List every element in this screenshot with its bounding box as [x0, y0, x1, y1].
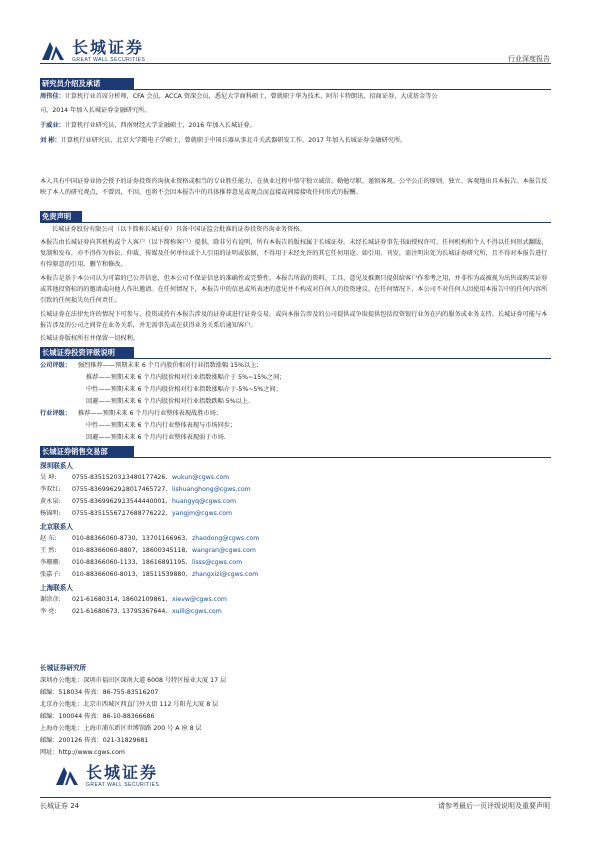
company-rating-neutral: 中性——预期未来 6 个月内股价相对行业指数涨幅介于-5%~5%之间； [86, 386, 282, 393]
contact-row: 王 然: 010-88366060-8807, 18600345118, wangran@cgws.com [40, 547, 256, 554]
contact-row: 李珊珊: 010-88366060-1133, 18616891195, lisss@cgws.com [40, 559, 243, 566]
section-divider [40, 358, 551, 359]
company-rating-avoid: 回避——预期未来 6 个月内股价相对行业指数跌幅 5%以上. [86, 398, 250, 405]
group-label-shenzhen: 深圳联系人 [40, 462, 73, 470]
institute-line: 邮编：100044 传真：86-10-88366686 [40, 713, 155, 720]
analyst-name: 刘 彬： [40, 137, 61, 144]
disclaimer-p3: 本报告是基于本公司认为可靠的已公开信息，但本公司不保证信息的准确性或完整性。本报告所载的资料、工具、意见及推测只提供给客户作参考之用，并非作为或被视为出售或购买证券或其他投资标的的邀请或向他人作出邀请。在任何情况下，本报告中的信息或所表述的意见并不构成对任何人的投资建议。在任何情况下，本公司不对任何人因使用本报告中的任何内容所引致的任何损失负任何责任。 [40, 275, 548, 304]
great-wall-logo-icon [54, 763, 80, 789]
group-label-beijing: 北京联系人 [40, 523, 73, 531]
disclaimer-p4: 长城证券在法律允许的情况下可参与、投资或持有本报告涉及的证券或进行证券交易，或向本报告涉及的公司提供或争取提供包括投资银行业务在内的服务或业务支持。长城证券可能与本报告涉及的公司之间存在业务关系，并无需事先或在获得业务关系后通知客户。 [40, 311, 548, 329]
analyst-commitment: 本人具有中国证券业协会授予的证券投资咨询执业资格或相当的专业胜任能力，在执业过程中恪守独立诚信、勤勉尽职、谨慎客观、公平公正的原则，独立、客观地出具本报告。本报告反映了本人的研究观点，不曾因，不因，也将不会因本报告中的具体推荐意见或观点而直接或间接接收任何形式的报酬。 [40, 178, 548, 196]
contacts-title: 长城证券销售交易部 [40, 446, 134, 457]
institute-title: 长城证券研究所 [40, 664, 87, 672]
institute-line: 上海办公地址：上海市浦东新区世博馆路 200 号 A 座 8 层 [40, 725, 202, 732]
company-rating-strong-buy: 强烈推荐——预期未来 6 个月内股价相对行业指数涨幅 15%以上； [78, 362, 263, 369]
disclaimer-p2: 本报告由长城证券向其机构或个人客户（以下简称客户）提供，除非另有说明，所有本报告的版权属于长城证券。未经长城证券事先书面授权许可，任何机构和个人不得以任何形式翻版、复制和发布，亦不得作为诉讼、仲裁、传媒及任何单位或个人引用的证明或依据，不得用于未经允许的其它任何用途。如引用、刊发，需注明出处为长城证券研究所，且不得对本报告进行有悖原意的引用、删节和修改。 [40, 239, 548, 268]
analyst-yu: 于威业：计算机行业研究员，西南财经大学金融硕士，2016 年加入长城证券。 [40, 122, 256, 129]
industry-rating-avoid: 回避——预期未来 6 个月内行业整体表现弱于市场. [86, 434, 226, 441]
contact-row: 谢涂彦: 021-61680314, 18602109861, xievw@cgws.com [40, 596, 227, 603]
section-divider [40, 89, 551, 90]
section-divider [40, 457, 551, 458]
section-divider [40, 222, 551, 223]
disclaimer-p1: 长城证券股份有限公司（以下简称长城证券）具备中国证监会批准的证券投资咨询业务资格。 [52, 226, 306, 233]
footer-page-label: 长城证券 24 [40, 802, 80, 810]
disclaimer-p5: 长城证券版权所有并保留一切权利。 [40, 335, 139, 342]
industry-rating-buy: 推荐——预期未来 6 个月内行业整体表现战胜市场； [78, 410, 222, 417]
contact-row: 李 亮: 021-61680673, 13795367644, xuill@cgws.com [40, 608, 222, 615]
industry-rating-neutral: 中性——预期未来 6 个月内行业整体表现与市场同步； [86, 422, 237, 429]
contact-row: 黄永泉: 0755-83699629,13544440001, huangyq@cgws.com [40, 498, 237, 505]
brand-name-cn: 长城证券 [72, 37, 145, 57]
disclaimer-title: 免责声明 [40, 211, 82, 222]
footer-divider [40, 797, 551, 798]
institute-line: 邮编：518034 传真：86-755-83516207 [40, 689, 159, 696]
brand-logo-bottom [54, 763, 159, 789]
brand-name-cn: 长城证券 [86, 762, 159, 782]
industry-rating-label: 行业评级： [40, 410, 71, 417]
brand-name-en: GREAT WALL SECURITIES [86, 781, 160, 788]
rating-title: 长城证券投资评级说明 [40, 347, 134, 358]
analyst-zhou-line2: 司，2014 年加入长城证券金融研究所。 [40, 107, 151, 114]
institute-line: 北京办公地址：北京市西城区西直门外大街 112 号阳光大厦 8 层 [40, 701, 219, 708]
great-wall-logo-icon [40, 38, 66, 64]
brand-logo [40, 38, 145, 64]
brand-name-en: GREAT WALL SECURITIES [72, 56, 146, 63]
company-rating-label: 公司评级： [40, 362, 71, 369]
contact-row: 杨锦明: 0755-83515567,17688776222, yangjm@cgws.com [40, 510, 233, 517]
contact-row: 张嘉子: 010-88366060-8013, 18511539880, zhangxizi@cgws.com [40, 571, 259, 578]
analyst-name: 周伟佳： [40, 93, 65, 100]
contact-row: 赵 东: 010-88366060-8730, 13701166963, zhaodong@cgws.com [40, 535, 260, 542]
analyst-liu: 刘 彬：计算机行业研究员，北京大学微电子学硕士，曾就职于中国兵器从事北斗关武器研发工作，2017 年加入长城证券金融研究所。 [40, 137, 407, 144]
group-label-shanghai: 上海联系人 [40, 584, 73, 592]
report-category: 行业深度报告 [508, 55, 550, 63]
header-divider [40, 63, 551, 64]
company-rating-buy: 推荐——预期未来 6 个月内股价相对行业指数涨幅介于 5%~15%之间； [86, 374, 286, 381]
contact-row: 李双红: 0755-83699629,18017465727, lishuanghong@cgws.com [40, 486, 251, 493]
analyst-name: 于威业： [40, 122, 65, 129]
institute-website[interactable]: 网址：http://www.cgws.com [40, 749, 125, 756]
institute-line: 邮编：200126 传真：021-31829681 [40, 737, 149, 744]
contact-row: 吴 坤: 0755-83515203,13480177426, wukun@cgws.com [40, 474, 230, 481]
analyst-section-title: 研究员介绍及承诺 [40, 78, 134, 89]
institute-line: 深圳办公地址：深圳市福田区深南大道 6008 号特区报业大厦 17 层 [40, 677, 227, 684]
footer-notice: 请参考最后一页评级说明及重要声明 [438, 802, 550, 810]
analyst-zhou-line1: 周伟佳：计算机行业首席分析师，CFA 会员，ACCA 资深会员，悉尼大学商科硕士，曾就职于华为技术、阿尔卡特朗讯、招商证券、大成基金等公 [40, 93, 438, 100]
